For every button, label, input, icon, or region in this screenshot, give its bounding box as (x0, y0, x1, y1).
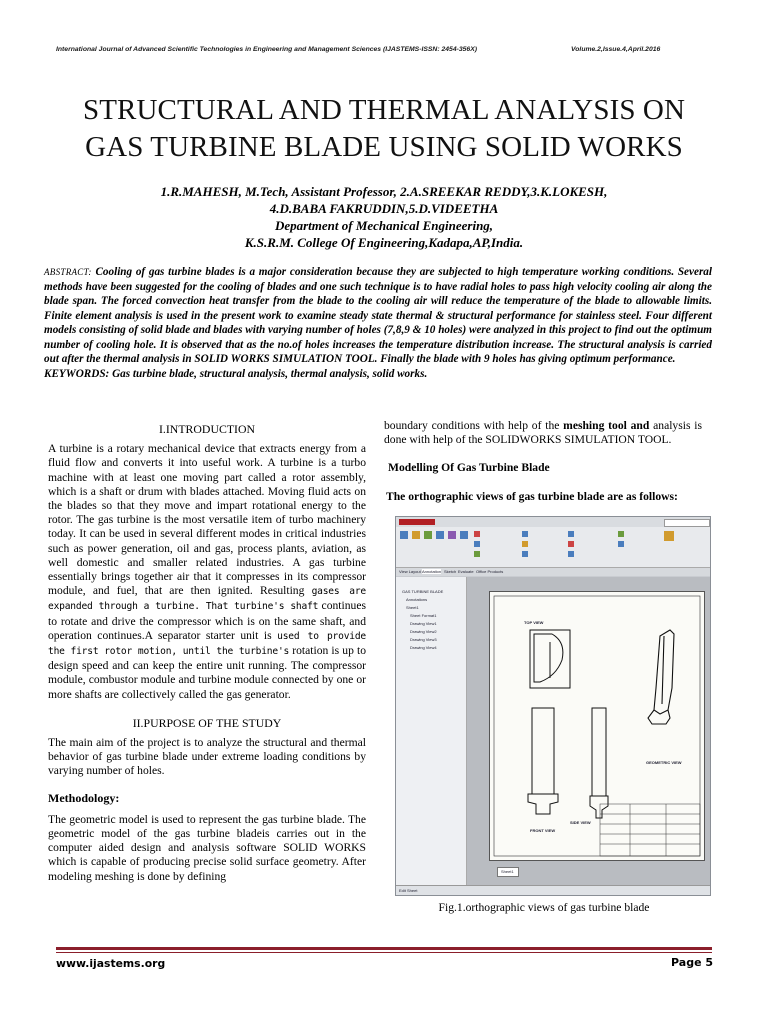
command-manager (396, 527, 711, 568)
left-column (48, 420, 366, 884)
methodology-text: The geometric model is used to represent the gas turbine blade. The geometric model of the gas turbine bladeis carries out in the computer aided design and analysis software SOLID WORKS which is capable of producing precise solid surface geometry. After modeling meshing is done by defining (48, 812, 366, 883)
authors-line-1: 1.R.MAHESH, M.Tech, Assistant Professor, 2.A.SREEKAR REDDY,3.K.LOKESH, (160, 184, 608, 199)
front-view-shape (528, 708, 558, 814)
intro-text-b: continues to rotate and drive the compressor which is on the same shaft, and operation continues.A separator starter unit is (48, 599, 366, 642)
purpose-heading: II.PURPOSE OF THE STUDY (132, 715, 282, 730)
abstract-text: Cooling of gas turbine blades is a major consideration because they are subjected to high temperature working conditions. Several methods have been suggested for the cooling of blades and one such technique is to have radial holes to pass high velocity cooling air along the blade span. The forced convection heat transfer from the blade to the cooling air will reduce the temperature of the blade to allowable limits. Finite element analysis is used in the present work to examine steady state thermal & structural performance for stainless steel. Four different models consisting of solid blade and blades with varying number of holes (7,8,9 & 10 holes) were analyzed in this project to find out the optimum number of cooling hole. It is observed that as the no.of holes increases the temperature distribution increase. The structural analysis is carried out after the thermal analysis in SOLID WORKS SIMULATION TOOL. Finally the blade with 9 holes has giving optimum performance. (44, 266, 712, 365)
top-view-label: TOP VIEW (524, 620, 544, 625)
tab-sketch[interactable]: Sketch (444, 569, 457, 574)
purpose-text: The main aim of the project is to analyze the structural and thermal behavior of gas turbine blade under extreme loading conditions by varying number of holes. (48, 736, 366, 778)
methodology-heading: Methodology: (48, 790, 120, 805)
right-column (384, 419, 702, 504)
page-number: Page 5 (671, 956, 714, 969)
tree-item-sheet1[interactable]: Sheet1 (406, 605, 419, 610)
boundary-text-b: analysis is done with help of the SOLIDWORKS SIMULATION TOOL. (384, 419, 702, 447)
drawing-sheet (489, 591, 705, 861)
title-line-1: STRUCTURAL AND THERMAL ANALYSIS ON (82, 94, 686, 126)
solidworks-logo (399, 519, 435, 525)
footer-website[interactable]: www.ijastems.org (56, 957, 166, 970)
authors-line-2: 4.D.BABA FAKRUDDIN,5.D.VIDEETHA (269, 201, 499, 216)
tree-root[interactable]: GAS TURBINE BLADE (402, 589, 444, 594)
tab-evaluate[interactable]: Evaluate (458, 569, 474, 574)
college: K.S.R.M. College Of Engineering,Kadapa,AP,India. (244, 235, 524, 250)
orthographic-drawing (490, 592, 704, 860)
introduction-heading: I.INTRODUCTION (159, 422, 255, 436)
sheet-tab-label: Sheet1 (501, 869, 514, 874)
toolbar-icons (396, 527, 711, 567)
top-view-shape (530, 630, 570, 688)
status-text: Edit Sheet (399, 888, 418, 893)
title-block (600, 804, 700, 856)
figure-caption: Fig.1.orthographic views of gas turbine blade (438, 901, 650, 914)
tab-bar (396, 568, 711, 576)
abstract-label: ABSTRACT: (44, 267, 92, 277)
geometric-view-label: GEOMETRIC VIEW (646, 760, 682, 765)
tree-item-drawing-view2[interactable]: Drawing View2 (410, 629, 437, 634)
tree-item-annotations[interactable]: Annotations (406, 597, 428, 602)
introduction-text (48, 442, 366, 702)
search-box (664, 519, 710, 527)
footer-rule-thin (56, 952, 712, 953)
meshing-tool-bold: meshing tool and (563, 419, 650, 432)
intro-text-c: rotation is up to design speed and can keep the entire unit running. The compressor module, combustor module and turbine module connected by one or more shafts are collectively called the gas generator. (48, 644, 367, 701)
drawing-area (467, 577, 711, 885)
intro-text-a: A turbine is a rotary mechanical device that extracts energy from a fluid flow and converts it into useful work. A turbine is a turbo machine with at least one moving part called a rotor assembly, which is a shaft or drum with blades attached. Moving fluid acts on the blades so that they move and impart rotational energy to the rotor. The gas turbine is the most versatile item of turbo machinery today. It can be used in several different modes in critical industries such as power generation, oil and gas, process plants, aviation, as well domestic and smaller related industries. A gas turbine essentially brings together air that it compresses in its compressor module, and fuel, that are then ignited. Resulting (48, 442, 366, 598)
tree-item-drawing-view1[interactable]: Drawing View1 (410, 621, 437, 626)
footer-rule-thick (56, 947, 712, 950)
keywords: KEYWORDS: Gas turbine blade, structural analysis, thermal analysis, solid works. (44, 367, 428, 380)
intro-mono-a: gases are expanded through a turbine. That turbine's shaft (48, 586, 366, 613)
title-bar (396, 517, 711, 527)
author-block (60, 183, 708, 251)
department: Department of Mechanical Engineering, (274, 218, 494, 233)
geometric-view-shape (648, 630, 674, 724)
sheet-tab[interactable] (497, 867, 519, 877)
abstract (44, 265, 712, 381)
intro-mono-b: used to provide the first rotor motion, until the turbine's (48, 630, 367, 658)
boundary-text (384, 419, 702, 447)
front-view-label: FRONT VIEW (530, 828, 556, 833)
volume-header: Volume.2,Issue.4,April.2016 (571, 46, 661, 53)
tree-item-drawing-view4[interactable]: Drawing View4 (410, 645, 437, 650)
side-view-label: SIDE VIEW (570, 820, 591, 825)
side-view-shape (590, 708, 608, 818)
status-bar (396, 885, 711, 896)
tree-item-sheet-format1[interactable]: Sheet Format1 (410, 613, 437, 618)
tree-item-drawing-view3[interactable]: Drawing View3 (410, 637, 437, 642)
paper-title (40, 92, 728, 166)
boundary-text-a: boundary conditions with help of the (384, 419, 560, 432)
tab-office-products[interactable]: Office Products (476, 569, 504, 574)
journal-header: International Journal of Advanced Scientific Technologies in Engineering and Management Sciences (IJASTEMS-ISSN: 2454-356X) (56, 46, 477, 53)
feature-tree-panel (396, 577, 467, 885)
ortho-heading: The orthographic views of gas turbine blade are as follows: (386, 489, 678, 503)
modelling-heading: Modelling Of Gas Turbine Blade (388, 461, 550, 475)
solidworks-figure (395, 516, 711, 896)
title-line-2: GAS TURBINE BLADE USING SOLID WORKS (85, 131, 683, 163)
tab-view-layout[interactable]: View Layout (399, 569, 421, 574)
tab-annotation[interactable]: Annotation (422, 569, 442, 574)
